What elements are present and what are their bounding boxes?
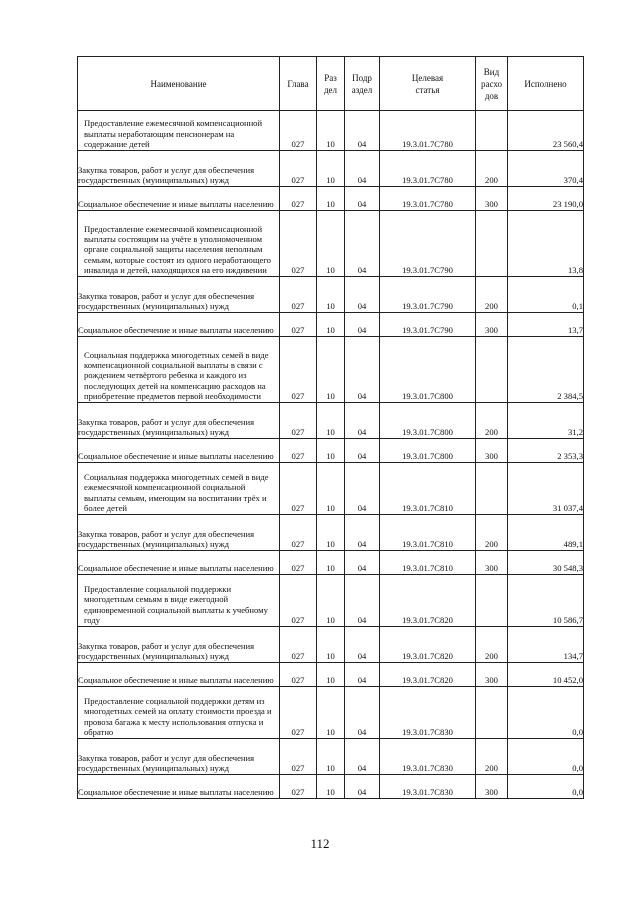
row-executed-cell: 31,2 — [508, 403, 584, 439]
page-number: 112 — [310, 836, 330, 851]
row-name-cell: Социальное обеспечение и иные выплаты населению — [78, 663, 280, 687]
row-glava-cell: 027 — [280, 575, 317, 627]
row-executed-cell: 2 384,5 — [508, 337, 584, 403]
row-target-article-cell: 19.3.01.7С810 — [380, 463, 476, 515]
row-podrazdel-cell: 04 — [345, 663, 380, 687]
row-podrazdel-cell: 04 — [345, 313, 380, 337]
row-razdel-cell: 10 — [317, 663, 345, 687]
row-target-article-cell: 19.3.01.7С780 — [380, 151, 476, 187]
row-executed-cell: 10 586,7 — [508, 575, 584, 627]
row-target-article-cell: 19.3.01.7С820 — [380, 663, 476, 687]
table-row — [78, 775, 584, 799]
row-podrazdel-cell: 04 — [345, 111, 380, 151]
row-target-article-cell: 19.3.01.7С820 — [380, 627, 476, 663]
row-expense-type-cell — [476, 687, 508, 739]
row-executed-cell: 23 560,4 — [508, 111, 584, 151]
row-target-article-cell: 19.3.01.7С800 — [380, 439, 476, 463]
row-expense-type-cell — [476, 575, 508, 627]
row-expense-type-cell: 200 — [476, 739, 508, 775]
row-name-cell: Предоставление социальной поддержки многодетным семьям в виде ежегодной единовременной социальной выплаты к учебному году — [78, 575, 280, 627]
row-executed-cell: 30 548,3 — [508, 551, 584, 575]
row-name-cell: Закупка товаров, работ и услуг для обеспечения государственных (муниципальных) нужд — [78, 277, 280, 313]
row-executed-cell: 0,1 — [508, 277, 584, 313]
row-podrazdel-cell: 04 — [345, 463, 380, 515]
row-target-article-cell: 19.3.01.7С800 — [380, 403, 476, 439]
row-glava-cell: 027 — [280, 663, 317, 687]
row-name-cell: Социальное обеспечение и иные выплаты населению — [78, 187, 280, 211]
row-podrazdel-cell: 04 — [345, 551, 380, 575]
table-row — [78, 277, 584, 313]
row-target-article-cell: 19.3.01.7С810 — [380, 515, 476, 551]
header-name: Наименование — [78, 57, 280, 111]
row-glava-cell: 027 — [280, 551, 317, 575]
row-podrazdel-cell: 04 — [345, 439, 380, 463]
row-glava-cell: 027 — [280, 687, 317, 739]
header-podrazdel: Подр аздел — [345, 57, 380, 111]
table-row — [78, 627, 584, 663]
row-glava-cell: 027 — [280, 151, 317, 187]
header-expense-type: Вид расхо дов — [476, 57, 508, 111]
row-executed-cell: 31 037,4 — [508, 463, 584, 515]
row-name-cell: Закупка товаров, работ и услуг для обеспечения государственных (муниципальных) нужд — [78, 403, 280, 439]
row-executed-cell: 13,7 — [508, 313, 584, 337]
row-name-cell: Закупка товаров, работ и услуг для обеспечения государственных (муниципальных) нужд — [78, 739, 280, 775]
row-podrazdel-cell: 04 — [345, 211, 380, 277]
row-expense-type-cell: 300 — [476, 187, 508, 211]
table-row — [78, 151, 584, 187]
row-razdel-cell: 10 — [317, 515, 345, 551]
row-glava-cell: 027 — [280, 337, 317, 403]
row-executed-cell: 10 452,0 — [508, 663, 584, 687]
row-target-article-cell: 19.3.01.7С830 — [380, 775, 476, 799]
budget-execution-table — [77, 56, 584, 799]
row-podrazdel-cell: 04 — [345, 277, 380, 313]
table-row — [78, 187, 584, 211]
row-razdel-cell: 10 — [317, 313, 345, 337]
row-expense-type-cell — [476, 337, 508, 403]
row-glava-cell: 027 — [280, 739, 317, 775]
row-expense-type-cell: 300 — [476, 313, 508, 337]
row-executed-cell: 23 190,0 — [508, 187, 584, 211]
row-expense-type-cell — [476, 463, 508, 515]
table-header-row — [78, 57, 584, 111]
row-expense-type-cell: 200 — [476, 277, 508, 313]
row-name-cell: Социальное обеспечение и иные выплаты населению — [78, 551, 280, 575]
row-executed-cell: 13,8 — [508, 211, 584, 277]
row-name-cell: Предоставление ежемесячной компенсационной выплаты состоящим на учёте в уполномоченном органе социальной защиты населения неполным семьям, которые состоят из одного неработающего инвалида и детей, находящихся на его иждивении — [78, 211, 280, 277]
row-razdel-cell: 10 — [317, 463, 345, 515]
row-razdel-cell: 10 — [317, 403, 345, 439]
row-target-article-cell: 19.3.01.7С790 — [380, 313, 476, 337]
row-target-article-cell: 19.3.01.7С780 — [380, 111, 476, 151]
row-expense-type-cell — [476, 211, 508, 277]
header-glava: Глава — [280, 57, 317, 111]
row-expense-type-cell: 200 — [476, 403, 508, 439]
table-row — [78, 515, 584, 551]
row-target-article-cell: 19.3.01.7С830 — [380, 739, 476, 775]
row-executed-cell: 0,0 — [508, 775, 584, 799]
row-glava-cell: 027 — [280, 211, 317, 277]
row-razdel-cell: 10 — [317, 211, 345, 277]
row-executed-cell: 0,0 — [508, 739, 584, 775]
row-glava-cell: 027 — [280, 277, 317, 313]
row-expense-type-cell: 300 — [476, 439, 508, 463]
header-razdel: Раз дел — [317, 57, 345, 111]
row-name-cell: Социальное обеспечение и иные выплаты населению — [78, 775, 280, 799]
row-expense-type-cell: 200 — [476, 515, 508, 551]
row-target-article-cell: 19.3.01.7С810 — [380, 551, 476, 575]
row-executed-cell: 370,4 — [508, 151, 584, 187]
row-expense-type-cell: 300 — [476, 663, 508, 687]
row-target-article-cell: 19.3.01.7С790 — [380, 277, 476, 313]
row-podrazdel-cell: 04 — [345, 403, 380, 439]
row-glava-cell: 027 — [280, 515, 317, 551]
table-body — [78, 111, 584, 799]
table-row — [78, 663, 584, 687]
table-row — [78, 111, 584, 151]
row-podrazdel-cell: 04 — [345, 687, 380, 739]
table-row — [78, 739, 584, 775]
row-name-cell: Социальное обеспечение и иные выплаты населению — [78, 439, 280, 463]
row-glava-cell: 027 — [280, 627, 317, 663]
row-razdel-cell: 10 — [317, 439, 345, 463]
header-executed: Исполнено — [508, 57, 584, 111]
row-executed-cell: 2 353,3 — [508, 439, 584, 463]
row-target-article-cell: 19.3.01.7С800 — [380, 337, 476, 403]
table-row — [78, 313, 584, 337]
row-glava-cell: 027 — [280, 111, 317, 151]
row-name-cell: Закупка товаров, работ и услуг для обеспечения государственных (муниципальных) нужд — [78, 627, 280, 663]
row-razdel-cell: 10 — [317, 111, 345, 151]
row-podrazdel-cell: 04 — [345, 515, 380, 551]
table-row — [78, 463, 584, 515]
row-razdel-cell: 10 — [317, 151, 345, 187]
row-target-article-cell: 19.3.01.7С830 — [380, 687, 476, 739]
row-name-cell: Социальная поддержка многодетных семей в виде ежемесячной компенсационной социальной выплаты семьям, имеющим на воспитании трёх и более детей — [78, 463, 280, 515]
row-razdel-cell: 10 — [317, 627, 345, 663]
row-executed-cell: 134,7 — [508, 627, 584, 663]
row-expense-type-cell: 300 — [476, 551, 508, 575]
row-razdel-cell: 10 — [317, 739, 345, 775]
table-row — [78, 337, 584, 403]
row-podrazdel-cell: 04 — [345, 187, 380, 211]
row-podrazdel-cell: 04 — [345, 151, 380, 187]
table-row — [78, 551, 584, 575]
row-podrazdel-cell: 04 — [345, 337, 380, 403]
table-row — [78, 403, 584, 439]
row-target-article-cell: 19.3.01.7С790 — [380, 211, 476, 277]
header-target-article: Целевая статья — [380, 57, 476, 111]
row-executed-cell: 489,1 — [508, 515, 584, 551]
row-name-cell: Закупка товаров, работ и услуг для обеспечения государственных (муниципальных) нужд — [78, 151, 280, 187]
row-razdel-cell: 10 — [317, 187, 345, 211]
row-glava-cell: 027 — [280, 187, 317, 211]
table-row — [78, 575, 584, 627]
row-name-cell: Закупка товаров, работ и услуг для обеспечения государственных (муниципальных) нужд — [78, 515, 280, 551]
row-name-cell: Социальное обеспечение и иные выплаты населению — [78, 313, 280, 337]
row-expense-type-cell — [476, 111, 508, 151]
table-row — [78, 687, 584, 739]
row-glava-cell: 027 — [280, 439, 317, 463]
row-podrazdel-cell: 04 — [345, 627, 380, 663]
row-podrazdel-cell: 04 — [345, 739, 380, 775]
row-glava-cell: 027 — [280, 313, 317, 337]
row-podrazdel-cell: 04 — [345, 575, 380, 627]
row-name-cell: Социальная поддержка многодетных семей в виде компенсационной социальной выплаты в связи с рождением четвёртого ребенка и каждого из последующих детей на компенсацию расходов на приобретение предметов первой необходимости — [78, 337, 280, 403]
row-razdel-cell: 10 — [317, 775, 345, 799]
row-razdel-cell: 10 — [317, 277, 345, 313]
table-row — [78, 211, 584, 277]
row-glava-cell: 027 — [280, 775, 317, 799]
row-name-cell: Предоставление ежемесячной компенсационной выплаты неработающим пенсионерам на содержание детей — [78, 111, 280, 151]
table-row — [78, 439, 584, 463]
row-razdel-cell: 10 — [317, 551, 345, 575]
row-target-article-cell: 19.3.01.7С820 — [380, 575, 476, 627]
row-expense-type-cell: 300 — [476, 775, 508, 799]
row-glava-cell: 027 — [280, 403, 317, 439]
row-razdel-cell: 10 — [317, 337, 345, 403]
row-podrazdel-cell: 04 — [345, 775, 380, 799]
row-executed-cell: 0,0 — [508, 687, 584, 739]
row-target-article-cell: 19.3.01.7С780 — [380, 187, 476, 211]
row-name-cell: Предоставление социальной поддержки детям из многодетных семей на оплату стоимости проезда и провоза багажа к месту использования отпуска и обратно — [78, 687, 280, 739]
row-expense-type-cell: 200 — [476, 627, 508, 663]
row-razdel-cell: 10 — [317, 687, 345, 739]
row-expense-type-cell: 200 — [476, 151, 508, 187]
row-razdel-cell: 10 — [317, 575, 345, 627]
row-glava-cell: 027 — [280, 463, 317, 515]
